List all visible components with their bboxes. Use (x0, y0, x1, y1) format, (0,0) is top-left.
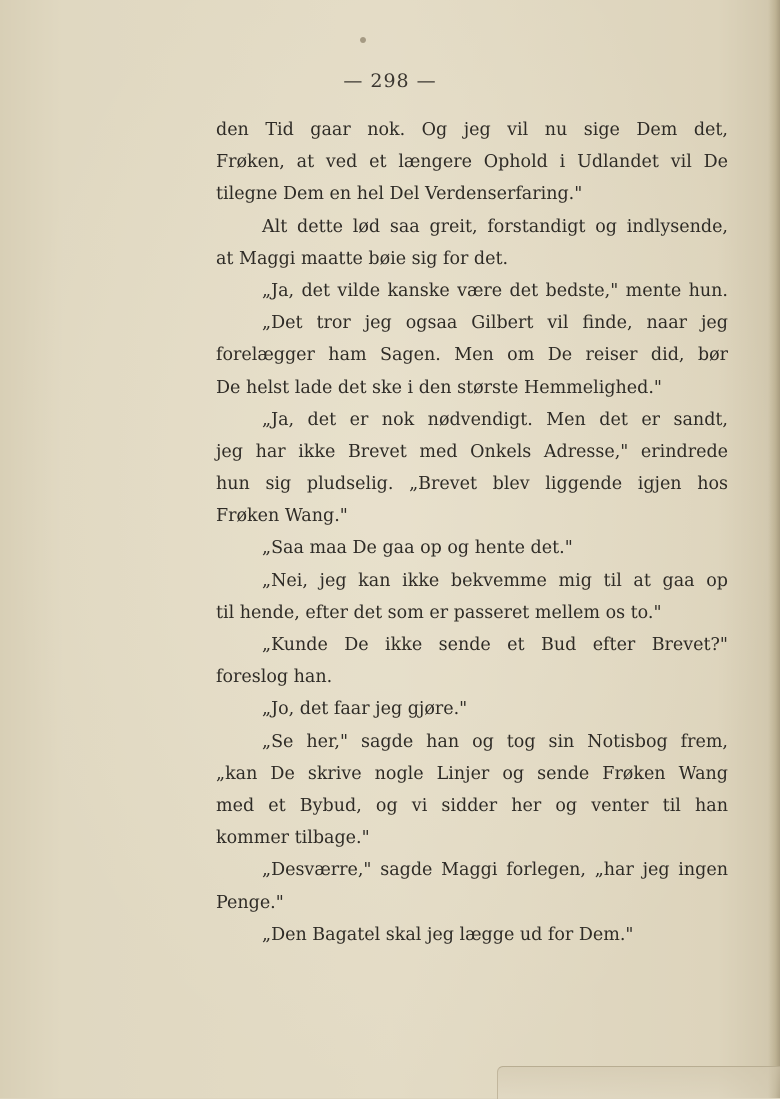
paper-fold-mark (497, 1066, 780, 1099)
text-line: hun sig pludselig. „Brevet blev liggende igjen hos (216, 474, 728, 495)
page-edge-shadow (768, 0, 780, 1098)
text-line: „Se her," sagde han og tog sin Notisbog frem, (262, 731, 728, 752)
body-text (216, 114, 728, 951)
text-line: „Kunde De ikke sende et Bud efter Brevet?" (262, 635, 728, 655)
text-line: Alt dette lød saa greit, forstandigt og indlysende, (262, 216, 728, 237)
text-line: „Desværre," sagde Maggi forlegen, „har jeg ingen (262, 860, 728, 881)
text-line: De helst lade det ske i den største Hemmelighed." (216, 377, 662, 398)
text-line: med et Bybud, og vi sidder her og venter til han (216, 795, 728, 816)
text-line: til hende, efter det som er passeret mellem os to." (216, 602, 662, 623)
text-line: jeg har ikke Brevet med Onkels Adresse," erindrede (216, 441, 728, 462)
text-line: forelægger ham Sagen. Men om De reiser did, bør (216, 345, 728, 366)
text-line: „Ja, det er nok nødvendigt. Men det er sandt, (262, 409, 728, 430)
text-line: Penge." (216, 892, 284, 913)
text-line: „Det tror jeg ogsaa Gilbert vil finde, naar jeg (262, 313, 728, 334)
text-line: at Maggi maatte bøie sig for det. (216, 248, 509, 269)
text-line: kommer tilbage." (216, 828, 370, 849)
page-number: — 298 — (343, 70, 437, 92)
text-line: den Tid gaar nok. Og jeg vil nu sige Dem det, (216, 120, 728, 140)
text-line: Frøken Wang." (216, 506, 348, 527)
text-line: Frøken, at ved et længere Ophold i Udlandet vil De (216, 152, 728, 173)
text-line: „Ja, det vilde kanske være det bedste," mente hun. (262, 280, 728, 301)
text-line: „Den Bagatel skal jeg lægge ud for Dem." (262, 924, 634, 945)
text-line: „Jo, det faar jeg gjøre." (262, 699, 468, 720)
text-line: tilegne Dem en hel Del Verdenserfaring." (216, 184, 583, 205)
text-line: „kan De skrive nogle Linjer og sende Frøken Wang (216, 763, 728, 784)
text-line: „Nei, jeg kan ikke bekvemme mig til at gaa op (262, 570, 728, 591)
text-line: foreslog han. (216, 667, 333, 688)
ink-spot (360, 37, 366, 43)
text-line: „Saa maa De gaa op og hente det." (262, 538, 573, 559)
